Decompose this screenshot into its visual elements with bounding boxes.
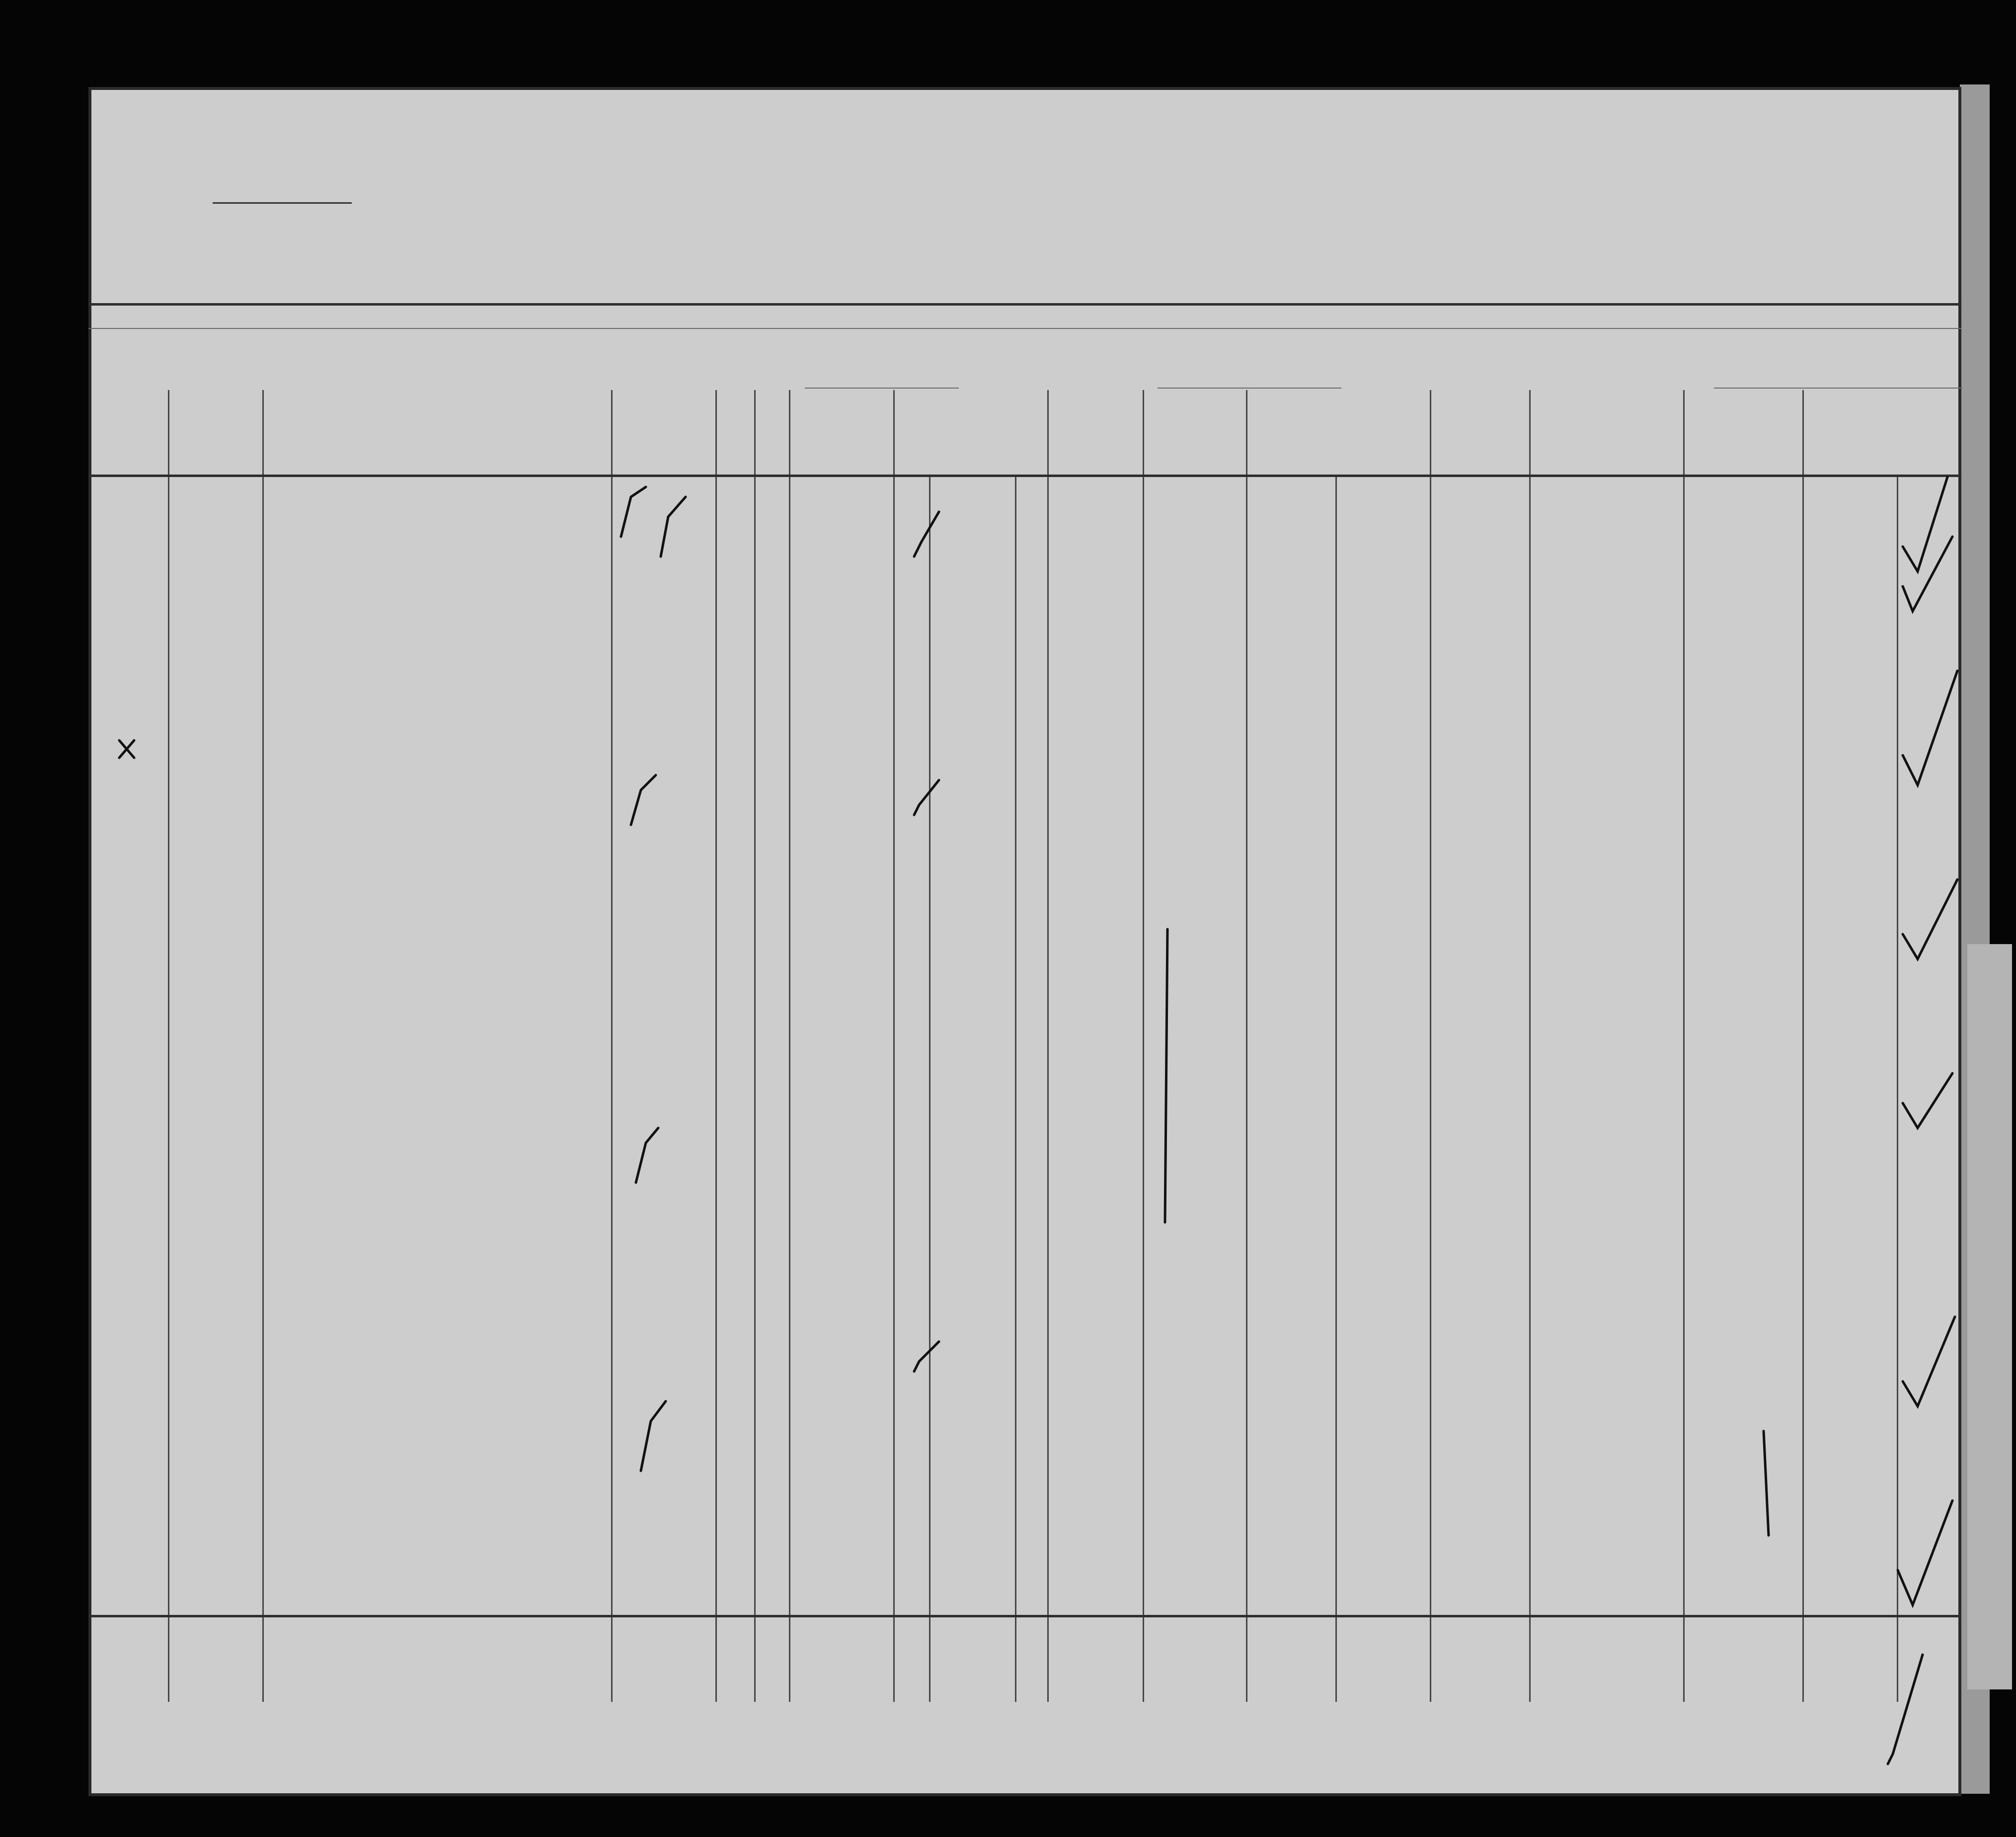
check-mark [636,1128,658,1183]
check-mark [631,775,656,825]
vertical-stroke [1764,1431,1769,1535]
check-mark [1898,1501,1952,1605]
check-mark [1903,1317,1955,1406]
check-mark [914,780,939,815]
check-mark [1903,671,1957,785]
check-mark [641,1401,666,1471]
check-mark [1903,537,1952,611]
check-mark [621,487,646,537]
x-mark [119,740,134,758]
check-mark [1903,879,1957,959]
vertical-stroke [1165,929,1167,1222]
check-mark [661,497,686,557]
check-mark [1903,1073,1952,1128]
check-mark [914,512,939,557]
check-mark [914,1342,939,1371]
check-mark [1888,1655,1923,1764]
